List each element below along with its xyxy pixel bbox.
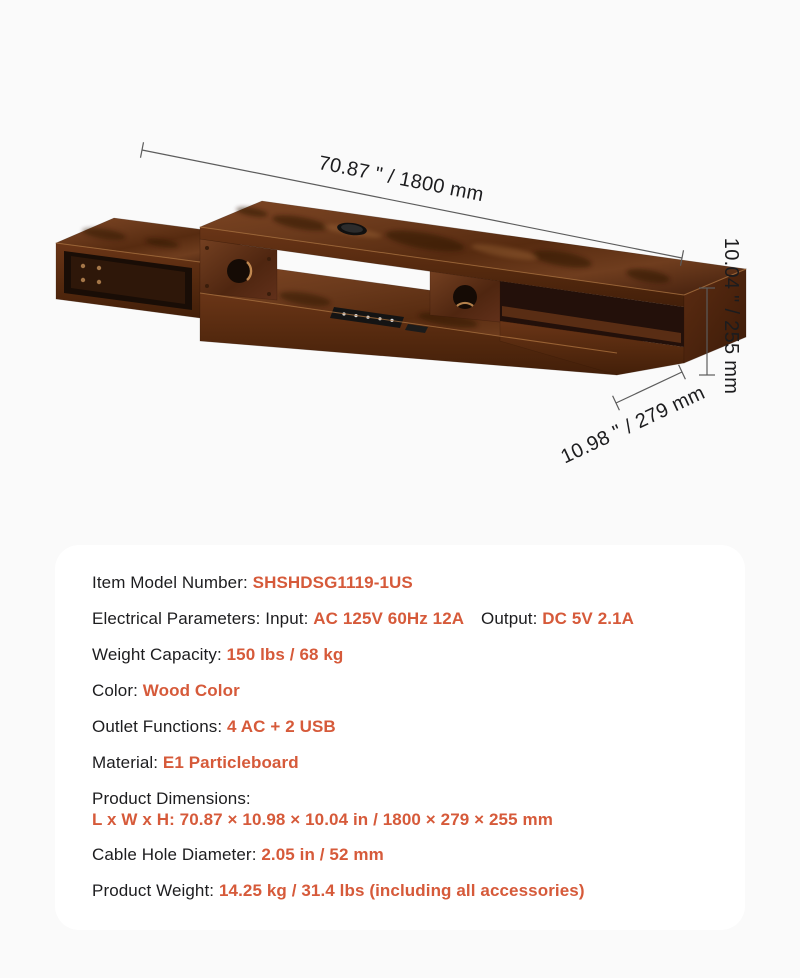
spec-value: E1 Particleboard xyxy=(162,753,299,772)
spec-row-product-weight xyxy=(92,880,715,902)
spec-label: Product Weight: xyxy=(92,881,215,900)
spec-label: Material: xyxy=(92,753,159,772)
spec-value: SHSHDSG1119-1US xyxy=(252,573,413,592)
console-illustration xyxy=(56,201,746,375)
spec-label: Cable Hole Diameter: xyxy=(92,845,257,864)
spec-value-output: DC 5V 2.1A xyxy=(542,609,634,628)
spec-card xyxy=(55,545,745,930)
spec-row-material xyxy=(92,752,715,774)
spec-row-electrical-parameters xyxy=(92,608,715,630)
spec-value: 4 AC + 2 USB xyxy=(227,717,336,736)
spec-row-product-dimensions xyxy=(92,788,715,830)
spec-value: Wood Color xyxy=(142,681,240,700)
spec-value-input: AC 125V 60Hz 12A xyxy=(313,609,465,628)
spec-row-color xyxy=(92,680,715,702)
spec-label: Item Model Number: xyxy=(92,573,248,592)
spec-row-outlet-functions xyxy=(92,716,715,738)
spec-value: 150 lbs / 68 kg xyxy=(226,645,344,664)
spec-label: Color: xyxy=(92,681,138,700)
spec-row-weight-capacity xyxy=(92,644,715,666)
spec-row-item-model-number xyxy=(92,572,715,594)
spec-value: 14.25 kg / 31.4 lbs (including all accessories) xyxy=(218,881,585,900)
length-dimension-label: 70.87 " / 1800 mm xyxy=(316,152,486,207)
spec-label: Electrical Parameters: Input: xyxy=(92,609,309,628)
spec-label: Product Dimensions: xyxy=(92,789,251,808)
spec-value: L x W x H: 70.87 × 10.98 × 10.04 in / 1800 × 279 × 255 mm xyxy=(92,810,553,829)
spec-label-output: Output: xyxy=(481,609,538,628)
spec-value: 2.05 in / 52 mm xyxy=(261,845,384,864)
spec-label: Weight Capacity: xyxy=(92,645,222,664)
spec-row-cable-hole-diameter xyxy=(92,844,715,866)
depth-dimension-label: 10.98 " / 279 mm xyxy=(557,381,709,469)
height-dimension-label: 10.04 " / 255 mm xyxy=(720,237,742,395)
spec-label: Outlet Functions: xyxy=(92,717,223,736)
